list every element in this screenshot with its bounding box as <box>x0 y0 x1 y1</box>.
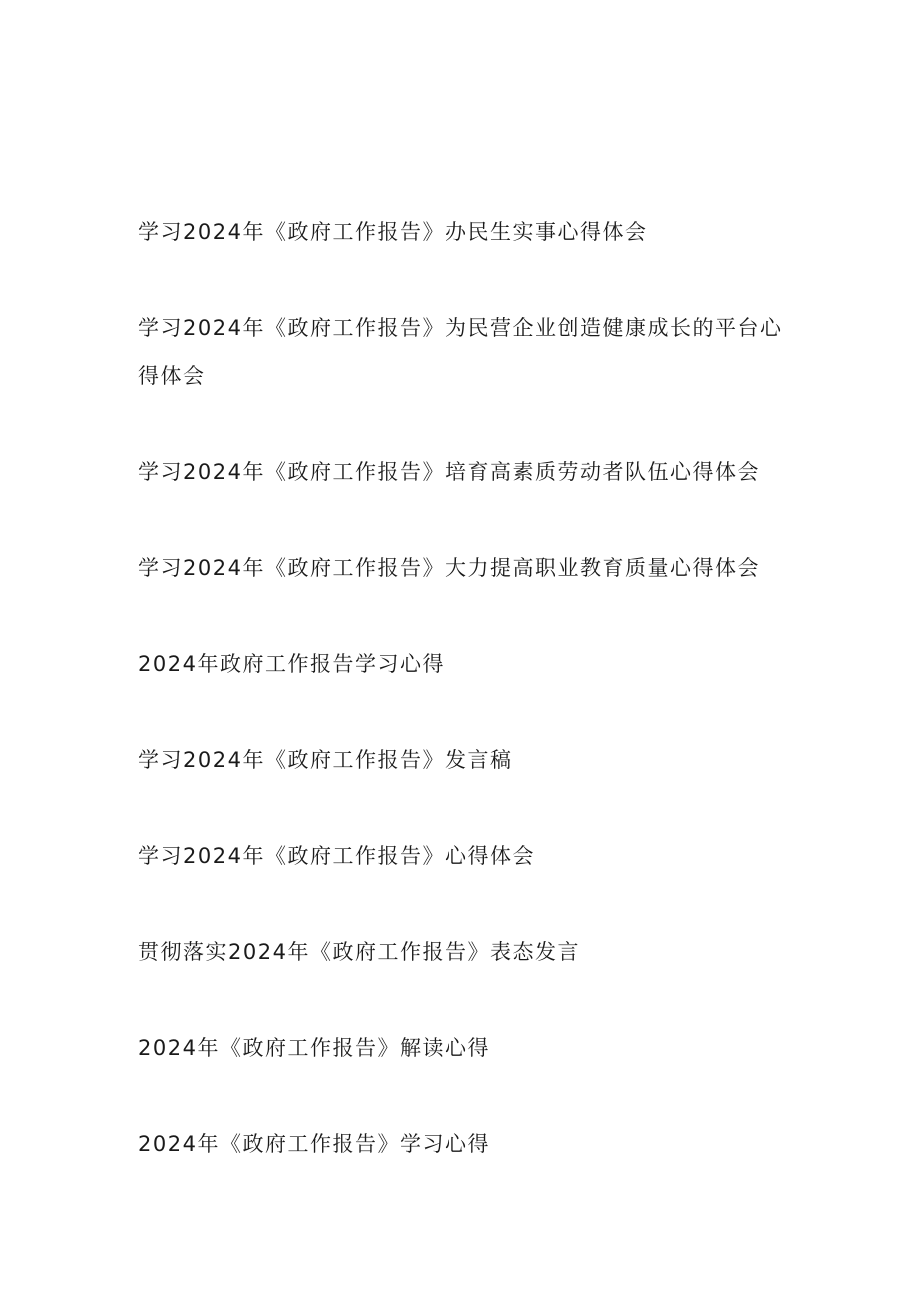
table-of-contents <box>138 208 798 1216</box>
toc-item: 2024年政府工作报告学习心得 <box>138 652 445 676</box>
toc-item: 学习2024年《政府工作报告》办民生实事心得体会 <box>138 220 648 244</box>
toc-item: 学习2024年《政府工作报告》心得体会 <box>138 844 535 868</box>
toc-item: 学习2024年《政府工作报告》发言稿 <box>138 748 513 772</box>
toc-item: 2024年《政府工作报告》学习心得 <box>138 1132 490 1156</box>
toc-item: 2024年《政府工作报告》解读心得 <box>138 1036 490 1060</box>
toc-item: 学习2024年《政府工作报告》为民营企业创造健康成长的平台心得体会 <box>138 316 783 388</box>
toc-item: 学习2024年《政府工作报告》培育高素质劳动者队伍心得体会 <box>138 460 760 484</box>
toc-item: 贯彻落实2024年《政府工作报告》表态发言 <box>138 940 580 964</box>
toc-item: 学习2024年《政府工作报告》大力提高职业教育质量心得体会 <box>138 556 760 580</box>
